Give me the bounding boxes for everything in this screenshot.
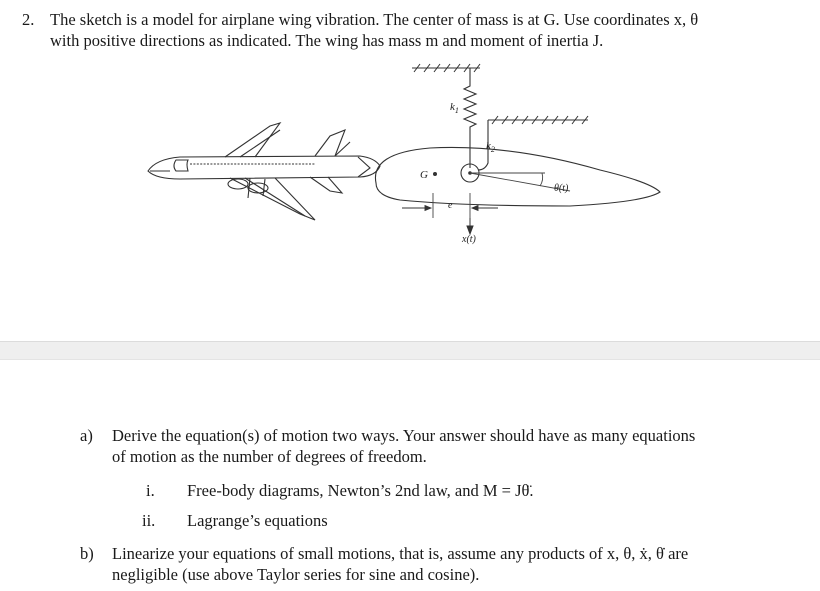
part-a-ii-marker: ii.	[142, 511, 156, 530]
part-a-i-text: Free-body diagrams, Newton’s 2nd law, and M = Jθ̈.	[187, 481, 534, 500]
part-a-line-2: of motion as the number of degrees of freedom.	[112, 447, 427, 466]
label-theta: θ(t)	[554, 183, 569, 194]
part-a-marker: a)	[80, 426, 93, 445]
question-parts	[0, 358, 820, 591]
wing-profile	[375, 147, 660, 206]
part-a-line-1: Derive the equation(s) of motion two ways. Your answer should have as many equations	[112, 426, 696, 445]
problem-text-line-1: The sketch is a model for airplane wing vibration. The center of mass is at G. Use coordinates x, θ	[50, 10, 699, 29]
label-x: x(t)	[462, 234, 476, 245]
part-b-line-1: Linearize your equations of small motions, that is, assume any products of x, θ, ẋ, θ̇ are	[112, 544, 689, 563]
label-k1: $k_1$	[450, 101, 459, 115]
label-G: G	[420, 169, 428, 181]
center-of-mass-dot	[433, 172, 437, 176]
part-a-ii-text: Lagrange’s equations	[187, 511, 328, 530]
displacement-arrow-x	[467, 218, 473, 234]
theta-arc	[540, 173, 543, 186]
label-e: e	[448, 200, 453, 211]
part-b-line-2: negligible (use above Taylor series for sine and cosine).	[112, 565, 480, 584]
ground-hatch-right	[488, 116, 588, 124]
part-a-i-marker: i.	[146, 481, 155, 500]
problem-number: 2.	[22, 10, 35, 29]
spring-k1	[464, 68, 476, 168]
part-b-marker: b)	[80, 544, 94, 563]
airplane-sketch	[148, 123, 380, 220]
wing-vibration-figure	[130, 58, 690, 253]
label-k2: $k_2$	[486, 140, 495, 154]
problem-text-line-2: with positive directions as indicated. The wing has mass m and moment of inertia J.	[50, 31, 604, 50]
